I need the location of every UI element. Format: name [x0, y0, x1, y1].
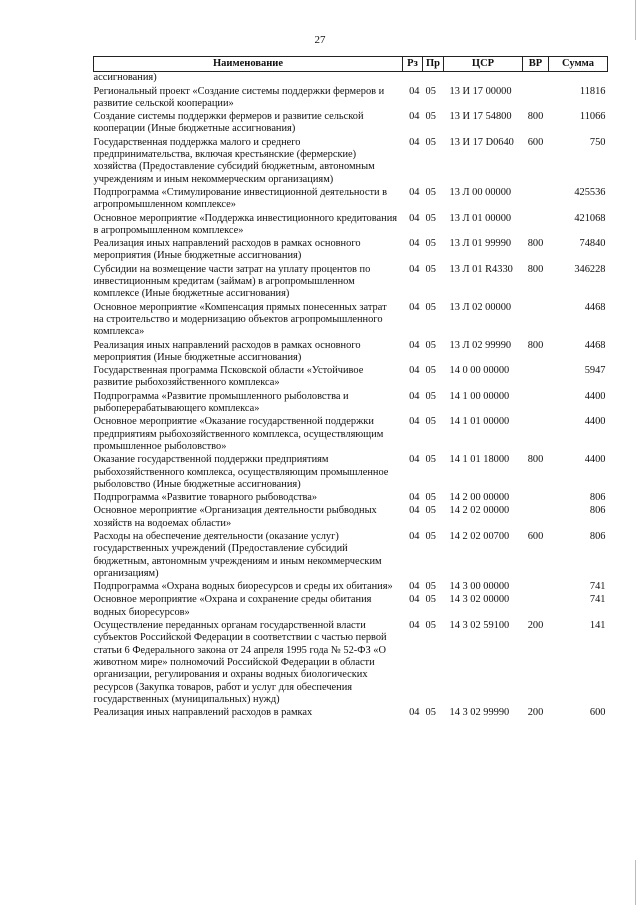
cell-vr	[523, 365, 549, 391]
cell-rz: 04	[409, 390, 420, 402]
cell-sum: 806	[589, 505, 606, 517]
cell-name: Основное мероприятие «Поддержка инвестиционного кредитования в агропромышленном комплексе»	[93, 212, 398, 236]
cell-rz: 04	[409, 594, 420, 606]
cell-sum: 74840	[579, 238, 606, 250]
cell-sum: 4468	[584, 339, 606, 351]
cell-name: Реализация иных направлений расходов в рамках	[93, 707, 313, 719]
table-row	[94, 365, 608, 391]
table-row	[94, 187, 608, 213]
cell-pr: 05	[425, 390, 436, 402]
cell-name: Осуществление переданных органам государственной власти субъектов Российской Федерации в соответствии с частью первой статьи 6 Федерального закона от 24 апреля 1995 года № 52-ФЗ «О животном мире» полномочий Российской Федерации в области организации, регулирования и охраны водных биологических ресурсов (Закупка товаров, работ и услуг для обеспечения государственных (муниципальных) нужд)	[93, 620, 387, 705]
cell-rz: 04	[409, 454, 420, 466]
cell-vr	[523, 302, 549, 340]
cell-csr: 14 1 00 00000	[449, 390, 510, 402]
cell-name: Государственная программа Псковской области «Устойчивое развитие рыбохозяйственного комплекса»	[93, 365, 364, 389]
header-name: Наименование	[94, 57, 403, 72]
cell-pr: 05	[425, 85, 436, 97]
cell-pr: 05	[425, 594, 436, 606]
cell-csr	[444, 72, 523, 86]
cell-csr: 13 И 17 D0640	[449, 136, 514, 148]
cell-csr: 13 Л 02 00000	[449, 301, 512, 313]
cell-vr: 800	[527, 454, 544, 466]
cell-pr: 05	[425, 581, 436, 593]
cell-sum: 741	[589, 594, 606, 606]
cell-rz: 04	[409, 238, 420, 250]
cell-sum: 425536	[574, 186, 606, 198]
cell-vr	[523, 416, 549, 454]
table-row	[94, 707, 608, 720]
cell-rz: 04	[409, 136, 420, 148]
cell-name: Государственная поддержка малого и среднего предпринимательства, включая крестьянские (фермерские) хозяйства (Предоставление субсидий бюджетным, автономным учреждениям и иным некоммерческим организациям)	[93, 136, 375, 185]
cell-vr	[523, 492, 549, 505]
cell-rz: 04	[409, 620, 420, 632]
cell-name: Основное мероприятие «Охрана и сохранение среды обитания водных биоресурсов»	[93, 594, 372, 618]
cell-vr	[523, 187, 549, 213]
cell-csr: 14 2 02 00000	[449, 505, 510, 517]
cell-pr: 05	[425, 263, 436, 275]
cell-csr: 13 Л 00 00000	[449, 186, 512, 198]
cell-csr: 13 И 17 54800	[449, 111, 512, 123]
cell-vr: 800	[527, 111, 544, 123]
cell-rz: 04	[409, 492, 420, 504]
cell-name: Подпрограмма «Охрана водных биоресурсов и среды их обитания»	[93, 581, 393, 593]
cell-sum: 4400	[584, 416, 606, 428]
cell-name: ассигнования)	[93, 72, 157, 84]
cell-vr	[523, 86, 549, 112]
cell-vr: 800	[527, 263, 544, 275]
cell-csr: 14 1 01 18000	[449, 454, 510, 466]
table-row	[94, 213, 608, 239]
cell-vr	[523, 505, 549, 531]
cell-pr: 05	[425, 505, 436, 517]
cell-csr: 14 2 00 00000	[449, 492, 510, 504]
cell-pr: 05	[425, 454, 436, 466]
cell-vr	[523, 72, 549, 86]
header-vr: ВР	[523, 57, 549, 72]
cell-rz: 04	[409, 530, 420, 542]
table-row	[94, 416, 608, 454]
cell-csr: 13 Л 02 99990	[449, 339, 512, 351]
table-row	[94, 340, 608, 366]
cell-vr	[523, 391, 549, 417]
cell-rz: 04	[409, 339, 420, 351]
table-row	[94, 238, 608, 264]
cell-pr: 05	[425, 339, 436, 351]
cell-sum: 4400	[584, 390, 606, 402]
cell-sum	[549, 72, 608, 86]
table-row	[94, 72, 608, 86]
cell-rz: 04	[409, 365, 420, 377]
cell-pr: 05	[425, 365, 436, 377]
cell-name: Подпрограмма «Развитие промышленного рыболовства и рыбоперерабатывающего комплекса»	[93, 390, 349, 415]
cell-csr: 13 Л 01 99990	[449, 238, 512, 250]
cell-pr: 05	[425, 620, 436, 632]
cell-csr: 14 2 02 00700	[449, 530, 510, 542]
cell-sum: 806	[589, 530, 606, 542]
cell-vr: 200	[527, 620, 544, 632]
cell-csr: 14 3 02 99990	[449, 707, 510, 719]
cell-name: Расходы на обеспечение деятельности (оказание услуг) государственных учреждений (Предоставление субсидий бюджетным, автономным учреждениям и иным некоммерческим организациям)	[93, 530, 382, 579]
cell-csr: 13 Л 01 R4330	[449, 263, 513, 275]
table-header	[94, 57, 608, 72]
cell-pr: 05	[425, 492, 436, 504]
cell-name: Основное мероприятие «Оказание государственной поддержки предприятиям рыбохозяйственного комплекса, осуществляющим промышленное рыболовство»	[93, 416, 384, 452]
cell-name: Подпрограмма «Развитие товарного рыбоводства»	[93, 492, 318, 504]
table-body	[94, 72, 608, 721]
cell-csr: 14 0 00 00000	[449, 365, 510, 377]
cell-pr	[423, 72, 444, 86]
cell-rz	[403, 72, 423, 86]
cell-pr: 05	[425, 238, 436, 250]
table-row	[94, 492, 608, 505]
cell-sum: 5947	[584, 365, 606, 377]
cell-csr: 14 1 01 00000	[449, 416, 510, 428]
header-rz: Рз	[403, 57, 423, 72]
header-csr: ЦСР	[444, 57, 523, 72]
cell-sum: 600	[589, 707, 606, 719]
cell-rz: 04	[409, 505, 420, 517]
cell-csr: 13 Л 01 00000	[449, 212, 512, 224]
cell-rz: 04	[409, 186, 420, 198]
table-row	[94, 391, 608, 417]
cell-name: Реализация иных направлений расходов в рамках основного мероприятия (Иные бюджетные ассигнования)	[93, 339, 361, 363]
page-number: 27	[314, 34, 326, 46]
cell-csr: 14 3 00 00000	[449, 581, 510, 593]
cell-sum: 4468	[584, 301, 606, 313]
cell-rz: 04	[409, 263, 420, 275]
cell-sum: 741	[589, 581, 606, 593]
table-row	[94, 581, 608, 594]
cell-sum: 346228	[574, 263, 606, 275]
cell-rz: 04	[409, 85, 420, 97]
cell-csr: 14 3 02 00000	[449, 594, 510, 606]
cell-pr: 05	[425, 416, 436, 428]
header-row	[94, 57, 608, 72]
cell-pr: 05	[425, 186, 436, 198]
cell-vr: 800	[527, 238, 544, 250]
header-pr: Пр	[423, 57, 444, 72]
cell-name: Основное мероприятие «Организация деятельности рыбводных хозяйств на водоемах области»	[93, 505, 377, 529]
cell-vr	[523, 581, 549, 594]
cell-pr: 05	[425, 212, 436, 224]
table-row	[94, 454, 608, 492]
cell-name: Субсидии на возмещение части затрат на уплату процентов по инвестиционным кредитам (займам) в агропромышленном комплексе (Иные бюджетные ассигнования)	[93, 263, 371, 300]
cell-vr: 600	[527, 530, 544, 542]
cell-name: Основное мероприятие «Компенсация прямых понесенных затрат на строительство и модернизацию объектов агропромышленного комплекса»	[93, 301, 387, 338]
cell-rz: 04	[409, 301, 420, 313]
cell-sum: 11066	[579, 111, 606, 123]
scan-edge-mark	[635, 0, 636, 40]
cell-sum: 4400	[584, 454, 606, 466]
header-sum: Сумма	[549, 57, 608, 72]
cell-sum: 806	[589, 492, 606, 504]
cell-rz: 04	[409, 707, 420, 719]
cell-csr: 14 3 02 59100	[449, 620, 510, 632]
cell-vr: 200	[527, 707, 544, 719]
cell-vr: 600	[527, 136, 544, 148]
cell-sum: 141	[589, 620, 606, 632]
cell-rz: 04	[409, 581, 420, 593]
cell-pr: 05	[425, 301, 436, 313]
cell-sum: 421068	[574, 212, 606, 224]
table-row	[94, 137, 608, 187]
table-row	[94, 620, 608, 707]
cell-pr: 05	[425, 707, 436, 719]
table-row	[94, 264, 608, 302]
cell-vr	[523, 213, 549, 239]
cell-vr: 800	[527, 339, 544, 351]
cell-rz: 04	[409, 212, 420, 224]
cell-csr: 13 И 17 00000	[449, 85, 512, 97]
cell-rz: 04	[409, 111, 420, 123]
cell-sum: 11816	[579, 85, 606, 97]
table-row	[94, 531, 608, 581]
scan-edge-mark	[635, 860, 636, 905]
table-row	[94, 505, 608, 531]
cell-pr: 05	[425, 530, 436, 542]
cell-name: Подпрограмма «Стимулирование инвестиционной деятельности в агропромышленном комплексе»	[93, 186, 388, 211]
cell-name: Реализация иных направлений расходов в рамках основного мероприятия (Иные бюджетные ассигнования)	[93, 238, 361, 262]
cell-vr	[523, 594, 549, 620]
table-row	[94, 111, 608, 137]
table-row	[94, 594, 608, 620]
table-row	[94, 302, 608, 340]
cell-name: Оказание государственной поддержки предприятиям рыбохозяйственного комплекса, осуществляющим промышленное рыболовство (Иные бюджетные ассигнования)	[93, 454, 389, 490]
cell-pr: 05	[425, 136, 436, 148]
cell-sum: 750	[589, 136, 606, 148]
cell-pr: 05	[425, 111, 436, 123]
table-row	[94, 86, 608, 112]
budget-table	[93, 56, 608, 720]
cell-rz: 04	[409, 416, 420, 428]
cell-name: Создание системы поддержки фермеров и развитие сельской кооперации (Иные бюджетные ассигнования)	[93, 111, 364, 135]
cell-name: Региональный проект «Создание системы поддержки фермеров и развитие сельской кооперации»	[93, 85, 385, 109]
